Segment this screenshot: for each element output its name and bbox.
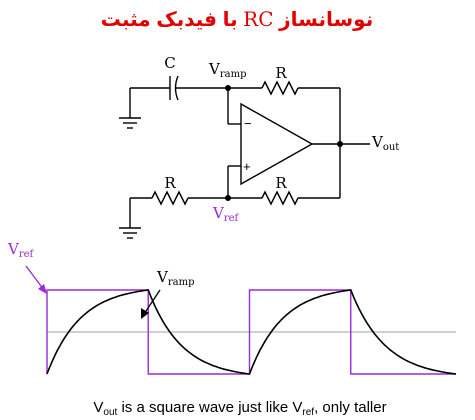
opamp-minus-sign: − xyxy=(244,116,252,131)
resistor-ground-label: R xyxy=(164,174,176,192)
resistor-divider-label: R xyxy=(275,174,287,192)
opamp-plus-sign: + xyxy=(243,159,251,174)
ground-symbol-top xyxy=(119,88,141,128)
resistor-divider xyxy=(262,192,298,204)
wave-vramp-label: $V_{ramp}$ xyxy=(157,268,195,288)
diagram-title: نوسانساز RC با فیدبک مثبت xyxy=(100,7,374,31)
vout-label: $V_{out}$ xyxy=(372,133,400,153)
vramp-label: $V_{ramp}$ xyxy=(209,60,247,80)
resistor-feedback xyxy=(262,82,298,94)
resistor-feedback-label: R xyxy=(275,64,287,82)
vref-label: $V_{ref}$ xyxy=(213,204,239,224)
node-vramp xyxy=(225,85,231,91)
wave-vref-arrowhead xyxy=(38,284,47,294)
circuit xyxy=(119,76,370,238)
ground-symbol-bottom xyxy=(119,198,141,238)
caption: $V_{out}$ is a square wave just like $V_{ref}$, only taller xyxy=(93,399,387,418)
node-vref xyxy=(225,195,231,201)
waveform-plot xyxy=(47,290,456,374)
opamp xyxy=(241,104,312,184)
capacitor-label: C xyxy=(164,54,176,72)
node-vout xyxy=(337,141,343,147)
wave-vref-label: $V_{ref}$ xyxy=(8,240,34,260)
resistor-ground xyxy=(152,192,188,204)
